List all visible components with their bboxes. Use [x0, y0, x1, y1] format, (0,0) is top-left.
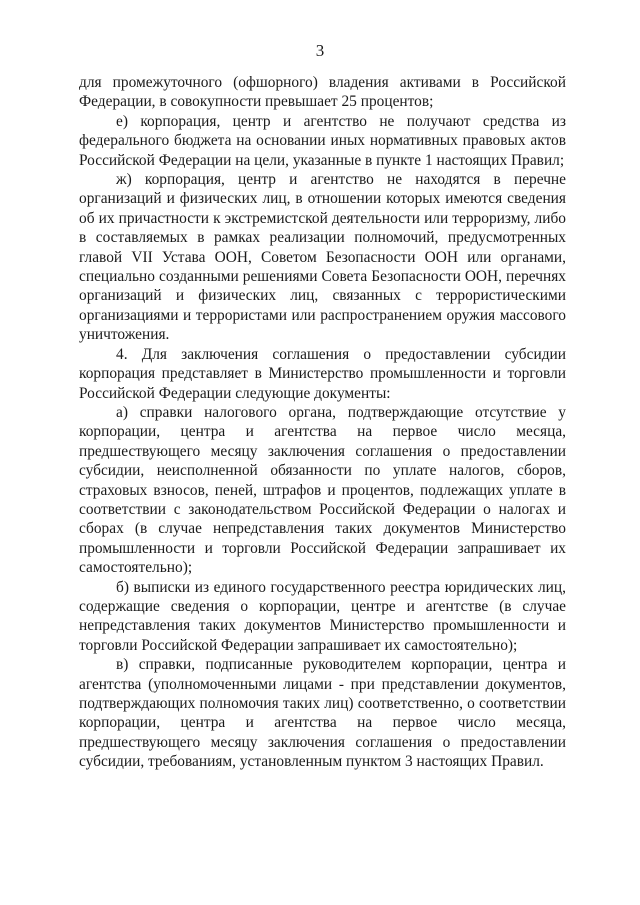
page-number: 3: [315, 41, 325, 60]
paragraph-item-a: а) справки налогового органа, подтверждающие отсутствие у корпорации, центра и агентства на первое число месяца, предшествующего месяцу заключения соглашения о предоставлении субсидии, неисполненной обязанности по уплате налогов, сборов, страховых взносов, пеней, штрафов и процентов, подлежащих уплате в соответствии с законодательством Российской Федерации о налогах и сборах (в случае непредставления таких документов Министерство промышленности и торговли Российской Федерации запрашивает их самостоятельно);: [79, 403, 566, 577]
paragraph-item-b: б) выписки из единого государственного реестра юридических лиц, содержащие сведения о корпорации, центре и агентстве (в случае непредставления таких документов Министерство промышленности и торговли Российской Федерации запрашивает их самостоятельно);: [79, 578, 566, 654]
document-body: [79, 73, 566, 772]
paragraph-item-v: в) справки, подписанные руководителем корпорации, центра и агентства (уполномоченными лицами - при представлении документов, подтверждающих полномочия таких лиц) соответственно, о соответствии корпорации, центра и агентства на первое число месяца, предшествующего месяцу заключения соглашения о предоставлении субсидии, требованиям, установленным пунктом 3 настоящих Правил.: [79, 656, 566, 771]
paragraph-item-zh: ж) корпорация, центр и агентство не находятся в перечне организаций и физических лиц, в отношении которых имеются сведения об их причастности к экстремистской деятельности или терроризму, либо в составляемых в рамках реализации полномочий, предусмотренных главой VII Устава ООН, Советом Безопасности ООН или органами, специально созданными решениями Совета Безопасности ООН, перечнях организаций и физических лиц, связанных с террористическими организациями и террористами или распространением оружия массового уничтожения.: [79, 171, 566, 344]
paragraph-item-e: е) корпорация, центр и агентство не получают средства из федерального бюджета на основании иных нормативных правовых актов Российской Федерации на цели, указанные в пункте 1 настоящих Правил;: [79, 112, 566, 169]
paragraph-continuation: для промежуточного (офшорного) владения активами в Российской Федерации, в совокупности превышает 25 процентов;: [79, 74, 566, 111]
paragraph-clause-4: 4. Для заключения соглашения о предоставлении субсидии корпорация представляет в Министерство промышленности и торговли Российской Федерации следующие документы:: [79, 345, 566, 402]
